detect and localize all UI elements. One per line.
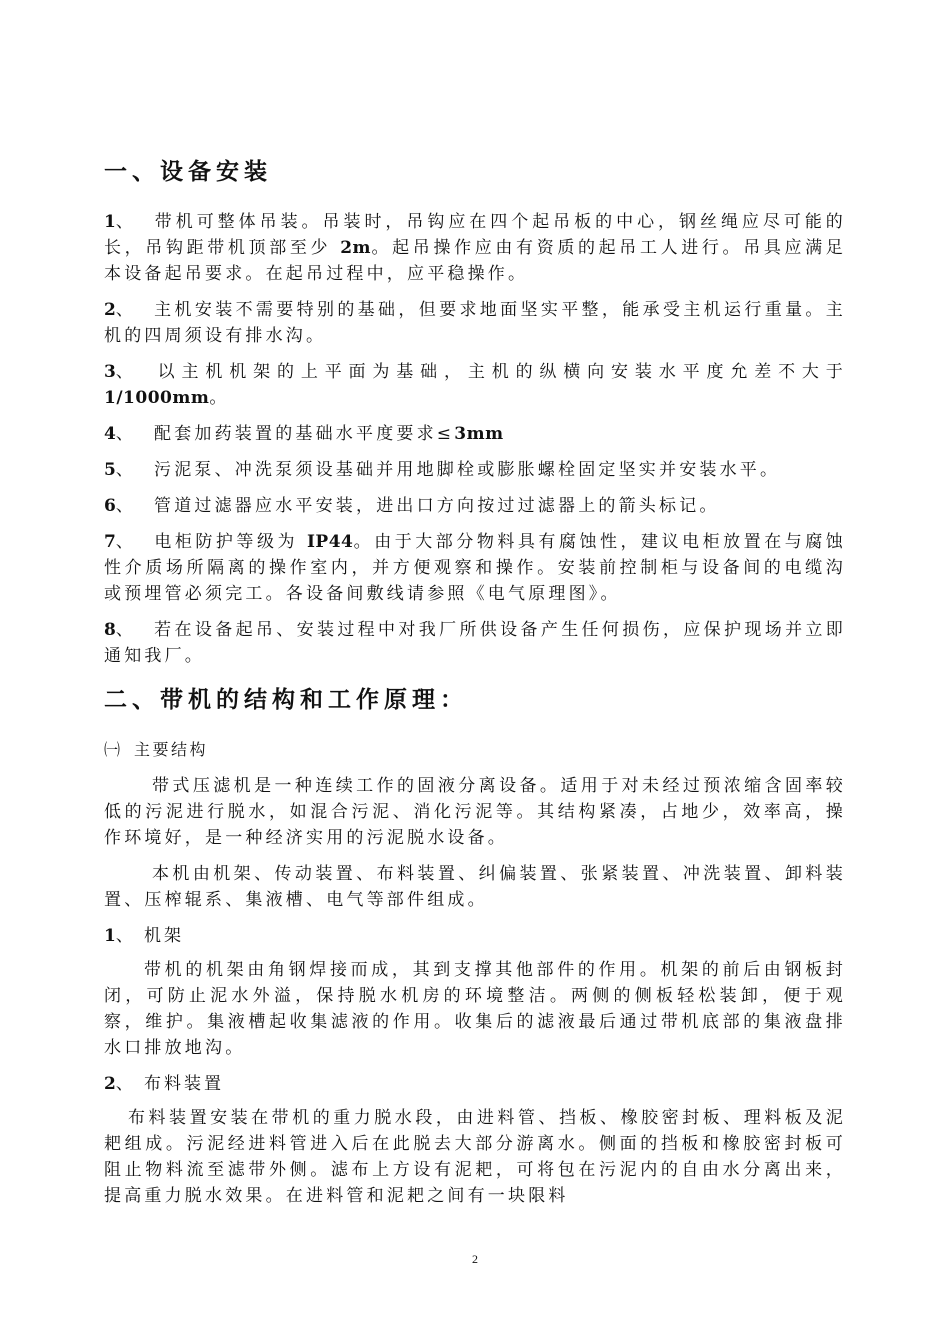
item-separator: 、 — [115, 926, 133, 946]
installation-item — [104, 529, 846, 607]
installation-item — [104, 493, 846, 519]
item-text-continued: 。 — [209, 388, 230, 408]
item-number: 7 — [104, 532, 116, 552]
item-number: 3 — [104, 362, 116, 382]
item-text-continued: 。起吊操作应由有资质的起吊工人进行。吊具应满足本设备起吊要求。在起吊过程中，应平稳操作。 — [104, 238, 846, 284]
item-separator: 、 — [115, 532, 133, 552]
item-separator: 、 — [115, 460, 133, 480]
section-heading-structure: 二、带机的结构和工作原理： — [104, 686, 468, 713]
item-number: 5 — [104, 460, 116, 480]
item-separator: 、 — [115, 362, 133, 382]
installation-item — [104, 297, 846, 349]
item-bold-value: 3mm — [454, 424, 504, 444]
item-heading-feeding — [104, 1071, 846, 1097]
item-text: 若在设备起吊、安装过程中对我厂所供设备产生任何损伤，应保护现场并立即通知我厂。 — [104, 620, 846, 666]
installation-item — [104, 421, 846, 447]
item-title: 布料装置 — [144, 1074, 224, 1094]
item-separator: 、 — [115, 1074, 133, 1094]
page-content — [104, 155, 846, 1219]
subsection-marker: ㈠ — [104, 740, 121, 759]
item-bold-value: IP44 — [306, 532, 354, 552]
installation-item — [104, 457, 846, 483]
item-separator: 、 — [115, 212, 133, 232]
item-text: 管道过滤器应水平安装，进出口方向按过过滤器上的箭头标记。 — [154, 496, 720, 516]
item-text: 电柜防护等级为 — [154, 532, 307, 552]
item-text: 以主机机架的上平面为基础，主机的纵横向安装水平度允差不大于 — [154, 362, 846, 382]
paragraph-components: 本机由机架、传动装置、布料装置、纠偏装置、张紧装置、冲洗装置、卸料装置、压榨辊系、集液槽、电气等部件组成。 — [104, 864, 846, 910]
item-number: 6 — [104, 496, 116, 516]
installation-item — [104, 209, 846, 287]
section-heading-installation: 一、设备安装 — [104, 158, 272, 185]
subsection-title: 主要结构 — [134, 740, 209, 759]
paragraph-feeding: 布料装置安装在带机的重力脱水段，由进料管、挡板、橡胶密封板、理料板及泥耙组成。污泥经进料管进入后在此脱去大部分游离水。侧面的挡板和橡胶密封板可阻止物料流至滤带外侧。滤布上方设有泥耙，可将包在污泥内的自由水分离出来，提高重力脱水效果。在进料管和泥耙之间有一块限料 — [104, 1108, 846, 1206]
subsection-heading — [104, 737, 846, 763]
item-number: 8 — [104, 620, 116, 640]
item-title: 机架 — [144, 926, 184, 946]
item-number: 4 — [104, 424, 116, 444]
item-separator: 、 — [115, 620, 133, 640]
item-number: 1 — [104, 926, 116, 946]
item-text: 污泥泵、冲洗泵须设基础并用地脚栓或膨胀螺栓固定坚实并安装水平。 — [154, 460, 781, 480]
installation-item-list — [104, 209, 846, 669]
item-separator: 、 — [115, 424, 133, 444]
paragraph-intro: 带式压滤机是一种连续工作的固液分离设备。适用于对未经过预浓缩含固率较低的污泥进行脱水，如混合污泥、消化污泥等。其结构紧凑，占地少，效率高，操作环境好，是一种经济实用的污泥脱水设备。 — [104, 776, 846, 848]
item-number: 1 — [104, 212, 116, 232]
item-bold-value: 1/1000mm — [104, 388, 210, 408]
installation-item — [104, 359, 846, 411]
item-number: 2 — [104, 1074, 116, 1094]
item-text: 配套加药装置的基础水平度要求≤ — [154, 424, 455, 444]
item-separator: 、 — [115, 300, 133, 320]
paragraph-frame: 带机的机架由角钢焊接而成，其到支撑其他部件的作用。机架的前后由钢板封闭，可防止泥水外溢，保持脱水机房的环境整洁。两侧的侧板轻松装卸，便于观察，维护。集液槽起收集滤液的作用。收集后的滤液最后通过带机底部的集液盘排水口排放地沟。 — [104, 960, 846, 1058]
page-number: 2 — [472, 1252, 478, 1266]
item-bold-value: 2m — [340, 238, 372, 258]
item-separator: 、 — [115, 496, 133, 516]
item-text: 主机安装不需要特别的基础，但要求地面坚实平整，能承受主机运行重量。主机的四周须设有排水沟。 — [104, 300, 846, 346]
item-number: 2 — [104, 300, 116, 320]
installation-item — [104, 617, 846, 669]
item-heading-frame — [104, 923, 846, 949]
item-text-continued: 。由于大部分物料具有腐蚀性，建议电柜放置在与腐蚀性介质场所隔离的操作室内，并方便观察和操作。安装前控制柜与设备间的电缆沟或预埋管必须完工。各设备间敷线请参照《电气原理图》。 — [104, 532, 846, 604]
item-text: 带机可整体吊装。吊装时，吊钩应在四个起吊板的中心，钢丝绳应尽可能的长，吊钩距带机顶部至少 — [104, 212, 846, 258]
